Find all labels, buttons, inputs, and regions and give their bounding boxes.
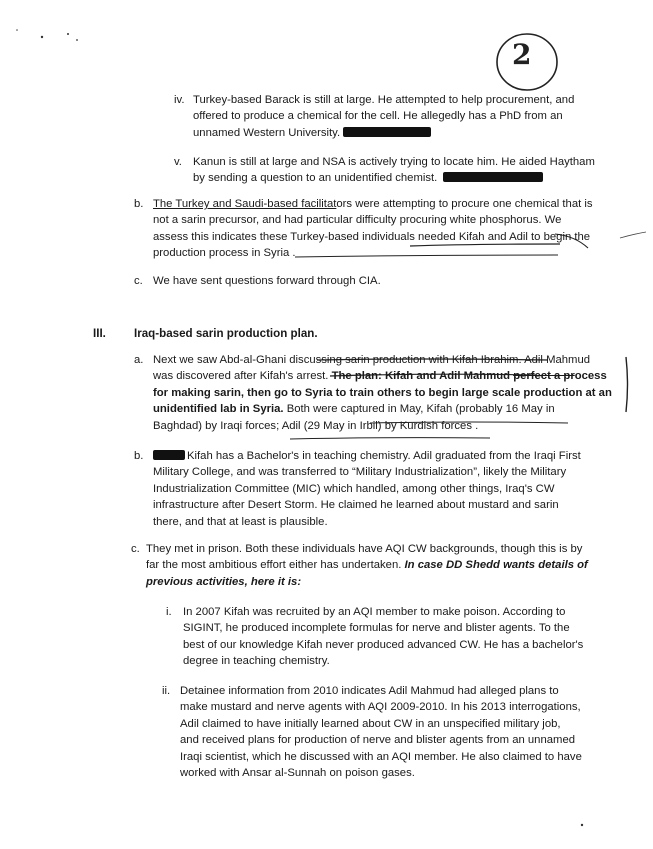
section3-b-label: b. <box>134 450 144 462</box>
item-iv-text <box>193 92 574 141</box>
section3-a-plan-bold: The plan: Kifah and Adil Mahmud <box>331 370 514 383</box>
item-b-text <box>153 196 593 262</box>
section3-a-line-1: Next we saw Abd-al-Ghani discussing sarin production with Kifah Ibrahim. Adil Mahmud <box>153 354 591 366</box>
underline-kurdish <box>290 438 490 439</box>
section3-a-label: a. <box>134 354 144 366</box>
section3-c-ii-text <box>180 683 582 781</box>
item-b-line-2: not a sarin precursor, and had particular difficulty procuring white phosphorus. We <box>153 214 562 227</box>
section3-b-line-5: there, and that at least is plausible. <box>153 515 328 528</box>
section3-c-ii-line-3: Adil claimed to have initially learned about CW in an unspecified military job, <box>180 717 561 730</box>
item-b-underlined-text: The Turkey and Saudi-based facilitat <box>153 198 337 210</box>
section3-c-i-line-1: In 2007 Kifah was recruited by an AQI member to make poison. According to <box>183 606 566 618</box>
item-c-label: c. <box>134 275 143 287</box>
section3-c-ii-line-5: Iraqi scientist, which he discussed with an AQI member. He also claimed to have <box>180 750 582 763</box>
section3-a-line-4-bold: unidentified lab in Syria. <box>153 403 284 416</box>
redaction-block <box>443 172 543 182</box>
scan-speck <box>41 36 43 38</box>
section3-a-line-2-pre: was discovered after Kifah's arrest. <box>153 370 332 383</box>
section3-a-line-5: Baghdad) by Iraqi forces; Adil (29 May in Irbil) by Kurdish forces . <box>153 419 479 432</box>
handwritten-page-number: 2 <box>512 38 532 71</box>
item-iv-line-1: Turkey-based Barack is still at large. He attempted to help procurement, and <box>193 94 575 106</box>
section3-c-line-2 <box>146 557 588 573</box>
section3-c-line-2-pre: far the most ambitious effort either has undertaken. <box>146 559 405 572</box>
section3-b-text <box>153 448 581 530</box>
item-v-line-1: Kanun is still at large and NSA is actively trying to locate him. He aided Haytham <box>193 156 595 168</box>
section3-c-line-1: They met in prison. Both these individuals have AQI CW backgrounds, though this is by <box>146 543 583 555</box>
item-v-label: v. <box>174 156 182 168</box>
item-iv-label: iv. <box>174 94 185 106</box>
item-iv-line-3 <box>193 125 574 141</box>
section3-c-ii-line-4: and received plans for production of nerve and blister agents from an unnamed <box>180 734 576 747</box>
section3-a-line-3: for making sarin, then go to Syria to train others to begin large scale production at an <box>153 386 612 399</box>
item-iv-line-2: offered to produce a chemical for the cell. He allegedly has a PhD from an <box>193 110 563 123</box>
scan-speck <box>581 824 583 826</box>
redaction-block <box>153 450 185 460</box>
section3-a-text <box>153 352 612 434</box>
item-v-line-2-text: by sending a question to an unidentified chemist. <box>193 172 438 185</box>
section3-a-line-4-rest: Both were captured in May, Kifah (probably 16 May in <box>283 403 555 416</box>
item-b-label: b. <box>134 198 144 210</box>
section3-c-i-line-2: SIGINT, he produced incomplete formulas for nerve and blister agents. To the <box>183 622 570 635</box>
section3-c-i-label: i. <box>166 606 172 618</box>
item-b-line-4: production process in Syria . <box>153 247 296 260</box>
section3-b-line-3: Industrialization Committee (MIC) which handled, among other things, Iraq's CW <box>153 482 555 495</box>
section3-b-line-1-text: Kifah has a Bachelor's in teaching chemistry. Adil graduated from the Iraqi First <box>187 450 581 462</box>
section3-c-ii-line-1: Detainee information from 2010 indicates Adil Mahmud had alleged plans to <box>180 685 559 697</box>
section3-b-line-1 <box>153 448 581 464</box>
item-iv-line-3-text: unnamed Western University. <box>193 126 341 139</box>
item-c-text: We have sent questions forward through CIA. <box>153 275 381 287</box>
redaction-block <box>343 127 431 137</box>
section3-c-i-line-4: degree in teaching chemistry. <box>183 655 330 668</box>
section3-c-i-line-3: best of our knowledge Kifah never produced advanced CW. He has a bachelor's <box>183 638 584 651</box>
item-b-line-1 <box>153 196 593 212</box>
section3-c-ii-label: ii. <box>162 685 171 697</box>
section3-c-ii-line-2: make mustard and nerve agents with AQI 2009-2010. In his 2013 interrogations, <box>180 701 581 714</box>
section3-c-text <box>146 541 588 590</box>
item-b-line-3: assess this indicates these Turkey-based individuals needed Kifah and Adil to begin the <box>153 230 591 243</box>
section-title: Iraq-based sarin production plan. <box>134 327 318 340</box>
section3-a-line-2-end: ocess <box>574 370 607 383</box>
section3-c-i-text <box>183 604 583 670</box>
item-v-line-2 <box>193 170 595 186</box>
section3-a-strikethrough: perfect a pr <box>513 370 575 383</box>
section3-b-line-4: infrastructure after Desert Storm. He claimed he learned about mustard and sarin <box>153 499 559 512</box>
scan-speck <box>67 33 69 35</box>
section-numeral: III. <box>93 327 106 340</box>
margin-bracket <box>626 357 628 412</box>
section3-b-line-2: Military College, and was transferred to “Military Industrialization”, likely the Military <box>153 466 567 479</box>
scan-speck <box>76 39 78 41</box>
margin-mark <box>620 232 646 238</box>
item-v-text <box>193 154 595 187</box>
scan-speck <box>16 29 18 31</box>
section3-c-line-3: previous activities, here it is: <box>146 575 302 588</box>
section3-c-ii-line-6: worked with Ansar al-Sunnah on poison gases. <box>180 767 415 780</box>
section3-a-line-2 <box>153 368 612 384</box>
section3-c-bold-italic: In case DD Shedd wants details of <box>404 559 588 572</box>
item-b-line-1-rest: ors were attempting to procure one chemical that is <box>336 198 593 210</box>
section3-c-label: c. <box>131 543 140 555</box>
section3-a-line-4 <box>153 401 612 417</box>
